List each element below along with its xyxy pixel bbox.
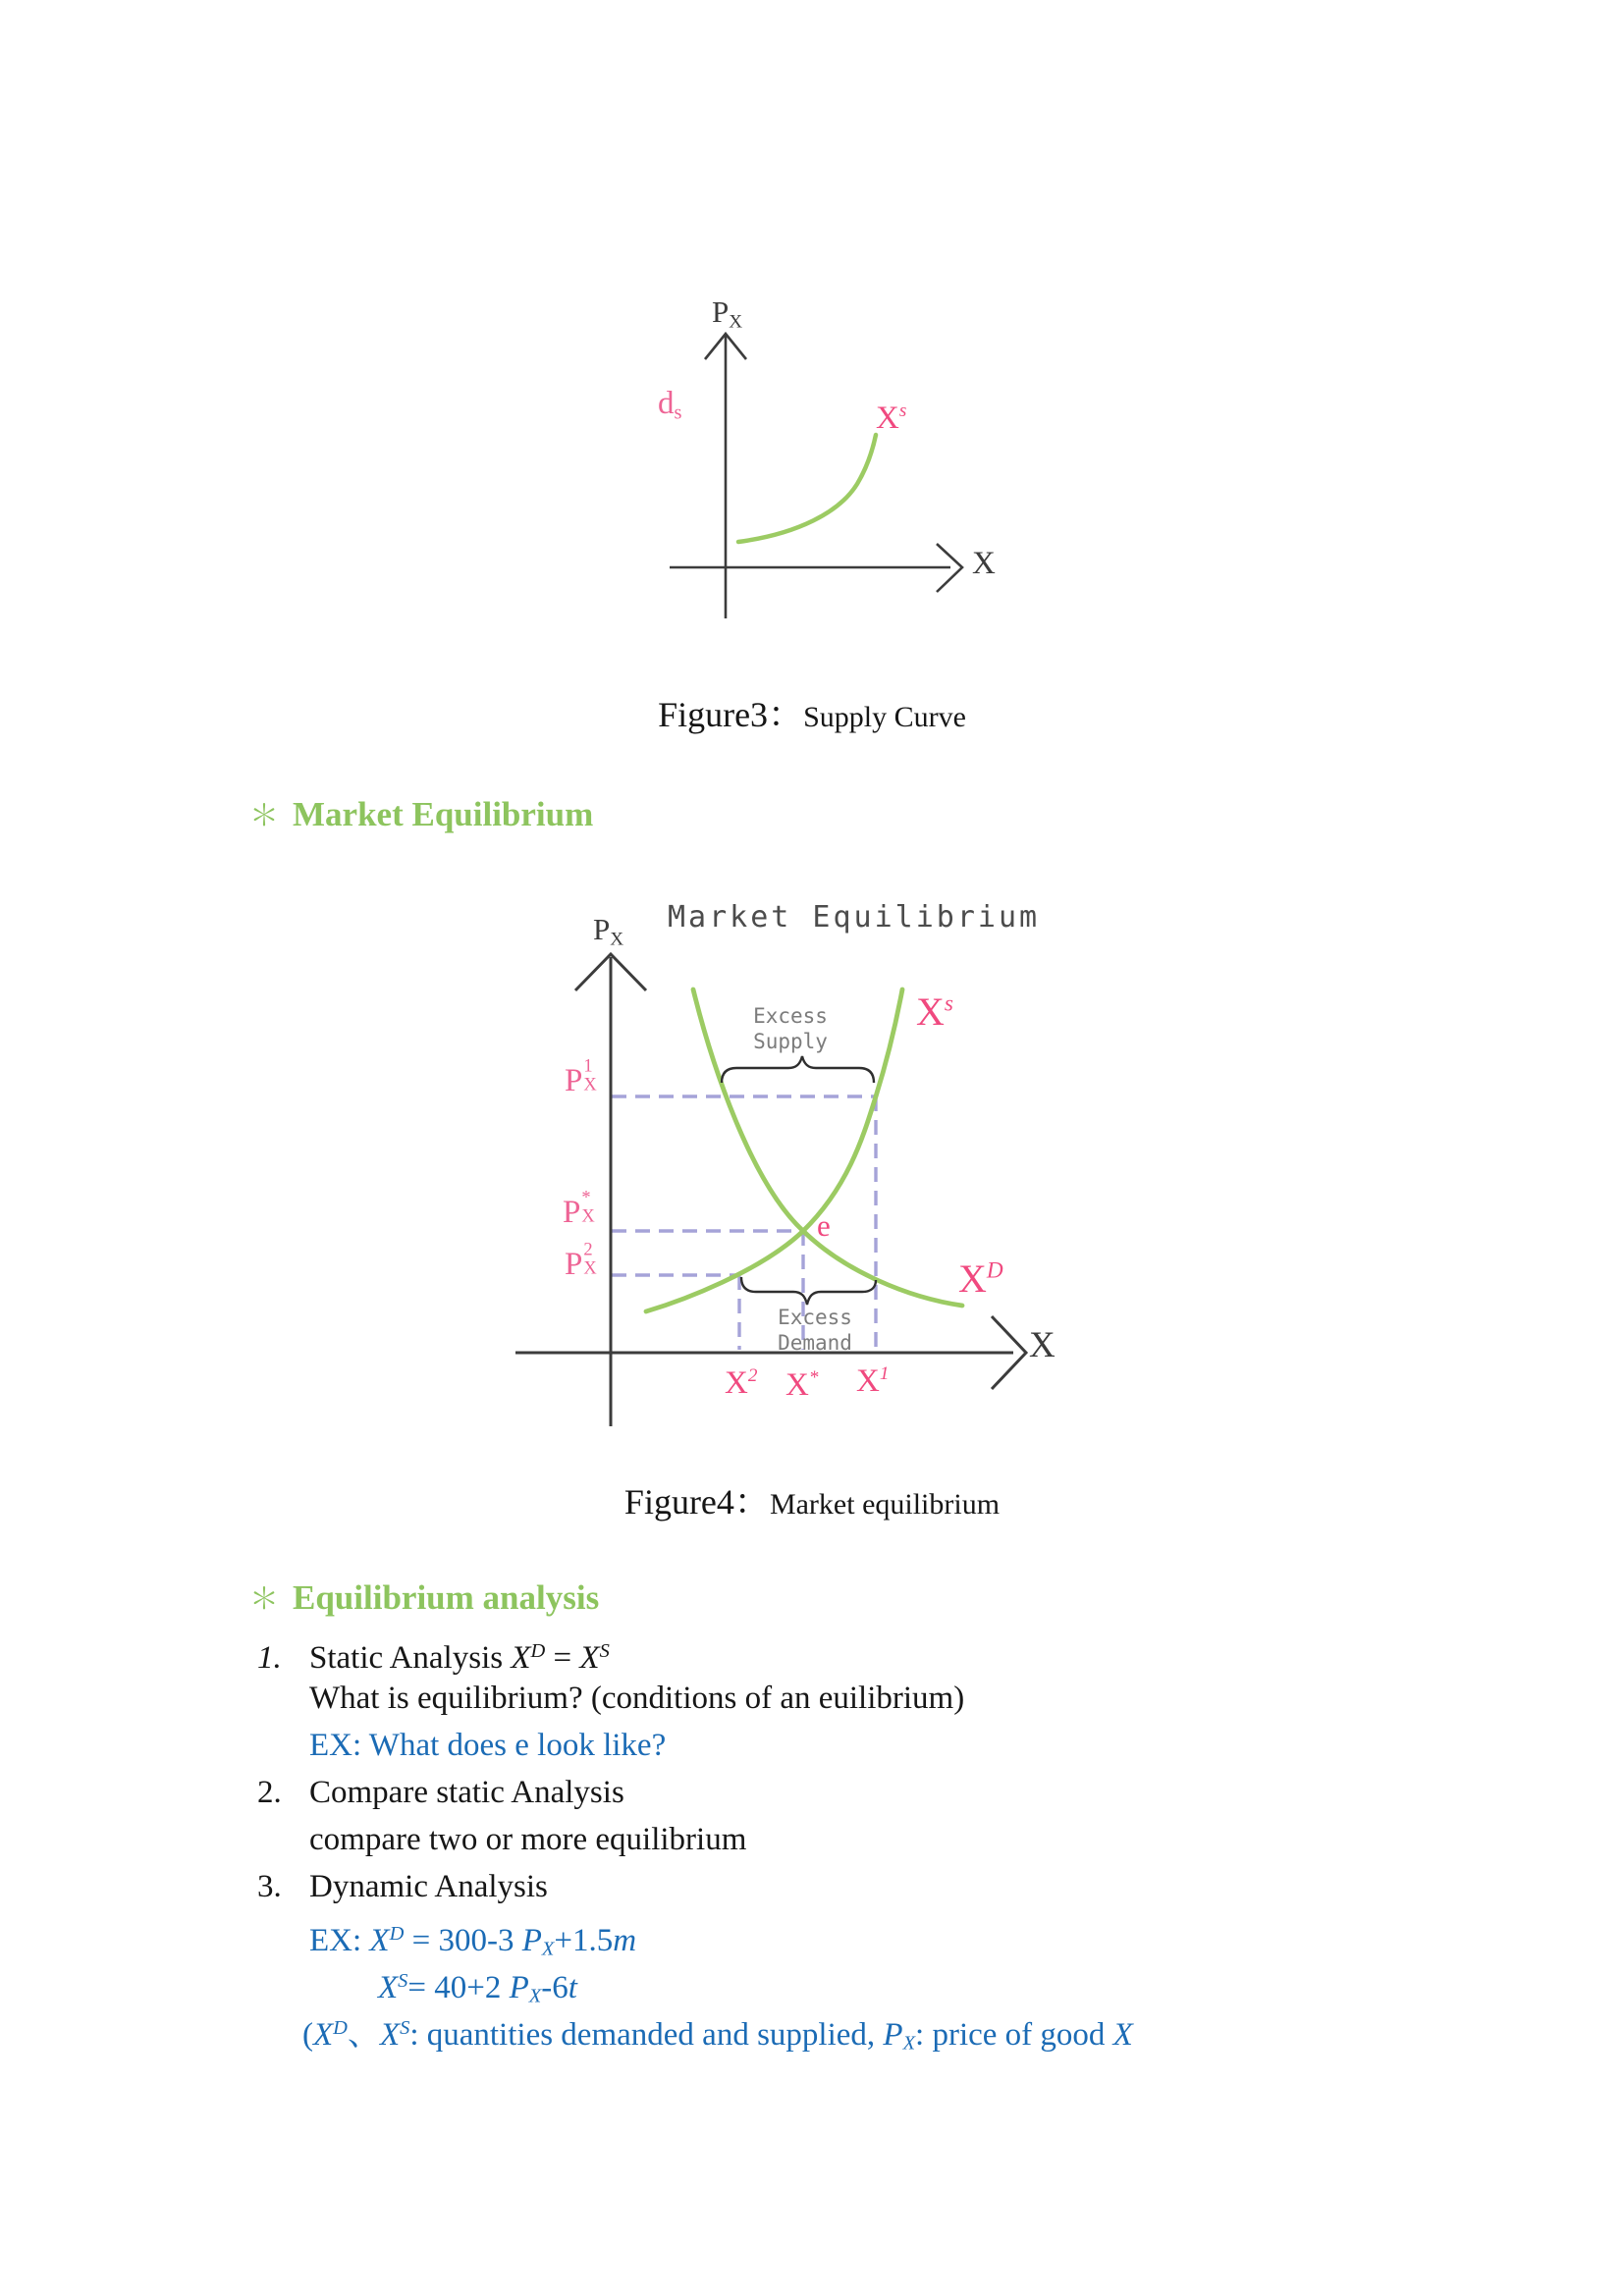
variable-definitions bbox=[257, 2004, 1288, 2055]
list-text: compare two or more equilibrium bbox=[309, 1822, 747, 1857]
caption-text: Market equilibrium bbox=[769, 1488, 1001, 1521]
list-item-3 bbox=[257, 1863, 1288, 1910]
x-axis-label: X bbox=[972, 546, 996, 581]
list-text: Dynamic Analysis bbox=[309, 1869, 548, 1904]
x-axis-label: X bbox=[1029, 1325, 1056, 1365]
p1-price-label: P 1 X bbox=[565, 1055, 597, 1098]
figure3-supply-curve bbox=[550, 285, 1011, 638]
list-number: 3. bbox=[257, 1869, 282, 1904]
supply-equation bbox=[257, 1957, 1288, 2007]
notes-list bbox=[257, 1628, 1288, 2055]
supply-curve-label: $X^s$ bbox=[876, 400, 907, 436]
list-text: What is equilibrium? (conditions of an euilibrium) bbox=[309, 1681, 965, 1716]
y-axis-label: $P_X$ bbox=[593, 912, 624, 950]
y-axis-label: $P_X$ bbox=[712, 294, 743, 333]
definition-text: ($X^D$、$X^S$: quantities demanded and supplied, PX: price of good X bbox=[302, 2017, 1133, 2055]
x1-quantity-label: $X^1$ bbox=[856, 1363, 890, 1399]
figure3-canvas bbox=[550, 285, 1011, 638]
heading-market-equilibrium bbox=[249, 791, 593, 834]
supply-curve-label: $X^s$ bbox=[916, 989, 953, 1034]
list-text: Compare static Analysis bbox=[309, 1775, 624, 1810]
asterisk-bullet: ＊ bbox=[249, 800, 279, 832]
excess-supply-annotation: Excess Supply bbox=[753, 1004, 828, 1053]
figure3-caption bbox=[0, 687, 1624, 737]
caption-separator: ： bbox=[768, 695, 804, 734]
supply-curve bbox=[738, 435, 876, 542]
caption-number: Figure4 bbox=[623, 1482, 734, 1522]
list-text: EX: What does e look like? bbox=[309, 1728, 667, 1763]
list-text: Static Analysis $X^D = X^S$ bbox=[309, 1640, 610, 1677]
excess-supply-brace bbox=[722, 1056, 874, 1083]
asterisk-bullet: ＊ bbox=[249, 1583, 279, 1616]
equilibrium-point-label: e bbox=[817, 1208, 831, 1243]
demand-curve-label: $X^D$ bbox=[958, 1256, 1003, 1301]
heading-text: Market Equilibrium bbox=[293, 795, 594, 833]
caption-separator: ： bbox=[733, 1482, 770, 1522]
excess-demand-annotation: Excess Demand bbox=[778, 1306, 852, 1355]
figure4-caption bbox=[0, 1474, 1624, 1524]
caption-text: Supply Curve bbox=[803, 701, 966, 733]
xstar-quantity-label: X* bbox=[785, 1367, 819, 1403]
equation-text: EX: $X^D = 300-3$ PX+1.5m bbox=[309, 1923, 637, 1960]
heading-text: Equilibrium analysis bbox=[293, 1578, 600, 1617]
demand-equation bbox=[257, 1910, 1288, 1960]
list-number: 2. bbox=[257, 1775, 282, 1810]
equation-text: $X^S= 40+2$ PX-6t bbox=[378, 1970, 577, 2007]
caption-number: Figure3 bbox=[658, 695, 769, 734]
figure4-market-equilibrium bbox=[511, 888, 1100, 1448]
figure4-canvas bbox=[511, 888, 1100, 1448]
heading-equilibrium-analysis bbox=[249, 1575, 599, 1618]
list-number: 1. bbox=[257, 1640, 282, 1677]
figure-title: Market Equilibrium bbox=[668, 900, 1041, 934]
pstar-price-label: P * X bbox=[563, 1187, 595, 1230]
list-item-1-example bbox=[257, 1722, 1288, 1769]
list-item-2-note bbox=[257, 1816, 1288, 1863]
x2-quantity-label: $X^2$ bbox=[725, 1365, 758, 1401]
list-item-1-note bbox=[257, 1675, 1288, 1722]
excess-demand-brace bbox=[741, 1277, 876, 1305]
p2-price-label: P 2 X bbox=[565, 1239, 597, 1282]
list-item-1 bbox=[257, 1628, 1288, 1675]
list-item-2 bbox=[257, 1769, 1288, 1816]
ds-label: $d_s$ bbox=[658, 386, 682, 424]
